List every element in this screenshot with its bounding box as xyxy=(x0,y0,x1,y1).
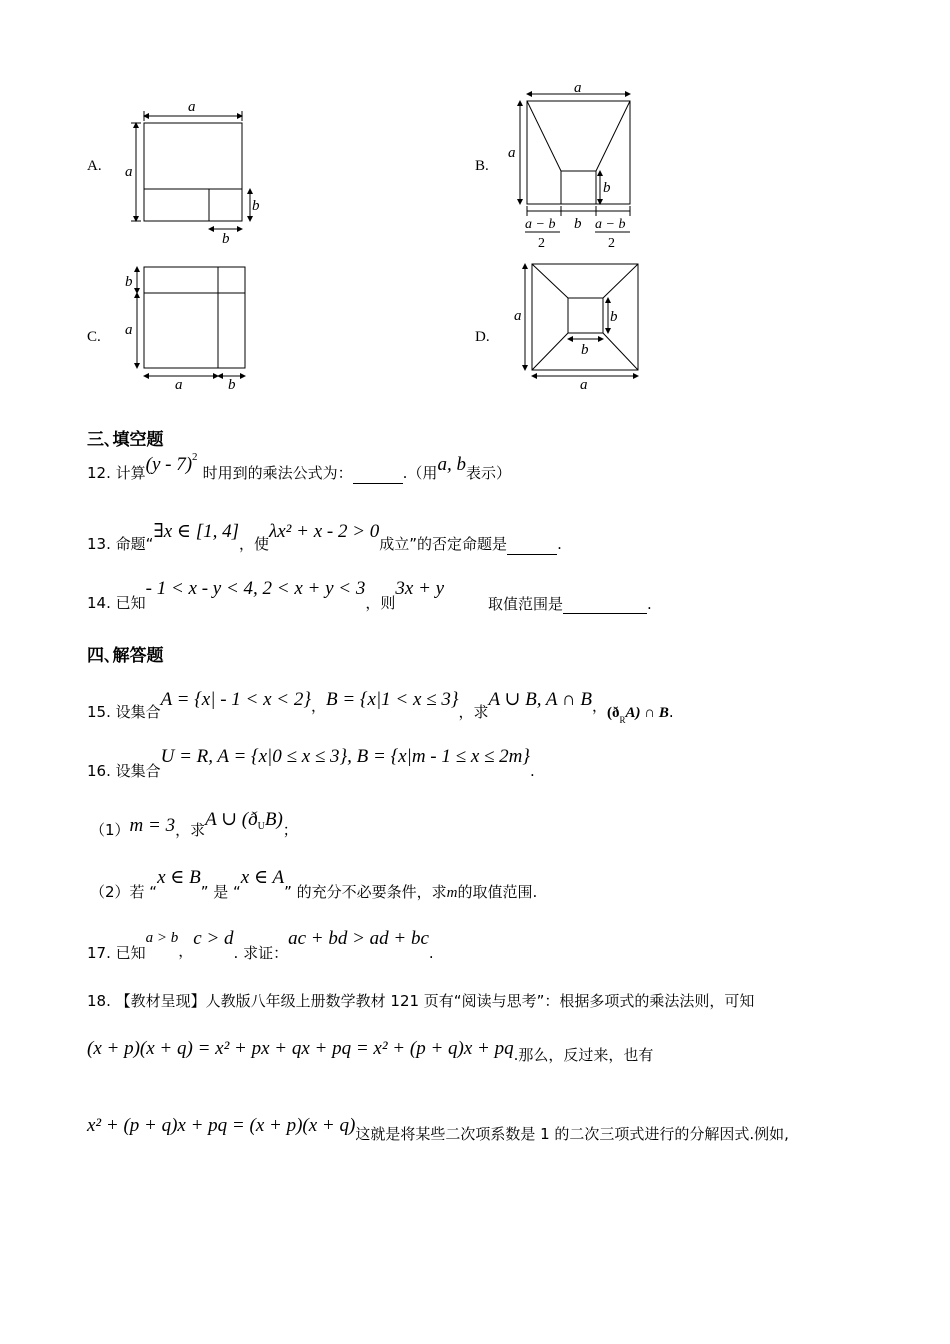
option-d-label: D. xyxy=(475,329,490,345)
q15-comp-sub: R xyxy=(619,715,626,726)
q13-end: . xyxy=(557,535,562,553)
figure-d xyxy=(510,258,650,393)
question-17 xyxy=(87,926,434,962)
fig-b-frac1-num: a − b xyxy=(525,217,556,232)
q14-end: . xyxy=(647,595,652,613)
q16-p1-expr: A ∪ (ð xyxy=(205,809,258,830)
fig-b-right-b: b xyxy=(603,180,611,196)
option-a-label: A. xyxy=(87,158,102,174)
q12-text1: 时用到的乘法公式为： xyxy=(202,464,353,482)
q16-expr: U = R, A = {x|0 ≤ x ≤ 3}, B = {x|m - 1 ≤ x ≤ 2m} xyxy=(160,746,530,767)
q16-p2-mid: ” 是 “ xyxy=(200,883,241,901)
fig-b-bottom-b: b xyxy=(574,216,582,232)
q17-num: 17. 已知 xyxy=(87,944,146,962)
question-18 xyxy=(87,990,754,1011)
fig-d-right-b: b xyxy=(610,309,618,325)
fig-d-inner-b: b xyxy=(581,342,589,358)
q14-sep: ，则 xyxy=(365,594,396,612)
section-3-title: 三､填空题 xyxy=(87,430,164,450)
q16-part1 xyxy=(90,808,298,839)
q16-p2-x1: x ∈ B xyxy=(157,867,201,888)
fig-a-right-b: b xyxy=(252,198,260,214)
q14-num: 14. 已知 xyxy=(87,594,146,612)
section-4-title: 四､解答题 xyxy=(87,646,164,666)
q16-p1-cond: m = 3 xyxy=(129,815,176,836)
question-13 xyxy=(87,520,562,553)
q17-c2: c > d xyxy=(193,928,234,949)
q16-p1-rest: B) xyxy=(264,809,283,830)
q15-comp-rest: A) ∩ B xyxy=(625,705,669,721)
q13-sep: ，使 xyxy=(239,535,270,553)
fig-b-frac1-den: 2 xyxy=(538,236,545,251)
q16-p2-x2: x ∈ A xyxy=(240,867,285,888)
q16-num: 16. 设集合 xyxy=(87,762,161,780)
fig-b-frac2-den: 2 xyxy=(608,236,615,251)
q18-formula2-line xyxy=(87,1115,789,1143)
q12-text2: .（用 xyxy=(402,464,438,482)
option-b-label: B. xyxy=(475,158,489,174)
q15-ask: ，求 xyxy=(458,703,489,721)
q13-cond: ∃x ∈ [1, 4] xyxy=(153,521,239,542)
q13-text: 成立”的否定命题是 xyxy=(379,535,508,553)
fig-d-left-a: a xyxy=(514,308,522,324)
q17-expr: ac + bd > ad + bc xyxy=(288,928,429,949)
q14-expr: 3x + y xyxy=(395,578,445,599)
q12-vars: a, b xyxy=(437,454,466,475)
q14-answer-blank[interactable] xyxy=(563,599,647,614)
option-c-label: C. xyxy=(87,329,101,345)
q16-p2-text: ” 的充分不必要条件，求 xyxy=(284,883,447,901)
question-12 xyxy=(87,450,511,484)
q18-text2: .那么，反过来，也有 xyxy=(513,1046,654,1064)
fig-c-left-a: a xyxy=(125,322,133,338)
q13-answer-blank[interactable] xyxy=(507,540,557,555)
q16-p2-label: （2）若 “ xyxy=(90,883,158,901)
fig-c-left-b: b xyxy=(125,274,133,290)
fig-c-bottom-a: a xyxy=(175,377,183,392)
figure-b xyxy=(505,80,645,252)
q15-set-a: A = {x| - 1 < x < 2} xyxy=(160,689,311,710)
q16-p1-ask: ，求 xyxy=(175,821,206,839)
q12-expr: (y - 7) xyxy=(145,454,193,475)
q18-num: 18. xyxy=(87,992,116,1010)
q12-num: 12. 计算 xyxy=(87,464,146,482)
q18-text3: 这就是将某些二次项系数是 1 的二次三项式进行的分解因式.例如, xyxy=(355,1125,789,1143)
q15-comp: (ð xyxy=(607,705,620,721)
q16-p2-end: 的取值范围. xyxy=(457,883,538,901)
q15-sets: A ∪ B, A ∩ B xyxy=(488,689,593,710)
fig-a-left-a: a xyxy=(125,164,133,180)
q17-end: . xyxy=(428,944,434,962)
fig-d-bottom-a: a xyxy=(580,377,588,393)
q12-sup: 2 xyxy=(192,450,198,463)
figure-a xyxy=(122,96,272,248)
q18-formula-line xyxy=(87,1038,654,1064)
q14-tail xyxy=(488,593,652,614)
q16-part2 xyxy=(90,866,538,901)
q17-text: . 求证： xyxy=(233,944,289,962)
q16-p2-m: m xyxy=(446,885,458,901)
q14-text: 取值范围是 xyxy=(488,595,564,613)
figure-c xyxy=(122,262,252,392)
q12-answer-blank[interactable] xyxy=(353,469,403,484)
fig-a-top-a: a xyxy=(188,99,196,115)
q16-end: . xyxy=(530,762,535,780)
q17-sep1: ， xyxy=(178,942,194,960)
q16-p1-label: （1） xyxy=(90,821,130,839)
q15-end: . xyxy=(668,703,674,721)
q18-formula2: x² + (p + q)x + pq = (x + p)(x + q) xyxy=(87,1115,356,1136)
fig-a-bottom-b: b xyxy=(222,231,230,247)
fig-b-frac2-num: a − b xyxy=(595,217,626,232)
q12-text3: 表示） xyxy=(465,464,511,482)
q16-p1-end: ； xyxy=(282,821,298,839)
q15-sep: ， xyxy=(310,697,326,715)
q13-expr: λx² + x - 2 > 0 xyxy=(269,521,380,542)
q15-num: 15. 设集合 xyxy=(87,703,161,721)
q15-set-b: B = {x|1 < x ≤ 3} xyxy=(325,689,459,710)
q13-num: 13. 命题“ xyxy=(87,535,154,553)
question-16 xyxy=(87,746,535,780)
q18-tag: 【教材呈现】 xyxy=(115,992,206,1010)
fig-b-left-a: a xyxy=(508,145,516,161)
fig-b-top-a: a xyxy=(574,80,582,96)
q15-sep2: ， xyxy=(592,697,608,715)
q18-formula1: (x + p)(x + q) = x² + px + qx + pq = x² + (p + q)x + pq xyxy=(87,1038,514,1059)
fig-c-bottom-b: b xyxy=(228,377,236,392)
q18-text: 人教版八年级上册数学教材 121 页有“阅读与思考”：根据多项式的乘法法则，可知 xyxy=(205,992,755,1010)
q16-p1-sub: U xyxy=(257,821,265,833)
q17-c1: a > b xyxy=(145,930,179,946)
q14-cond: - 1 < x - y < 4, 2 < x + y < 3 xyxy=(145,578,366,599)
question-15 xyxy=(87,688,674,726)
question-14 xyxy=(87,578,445,612)
